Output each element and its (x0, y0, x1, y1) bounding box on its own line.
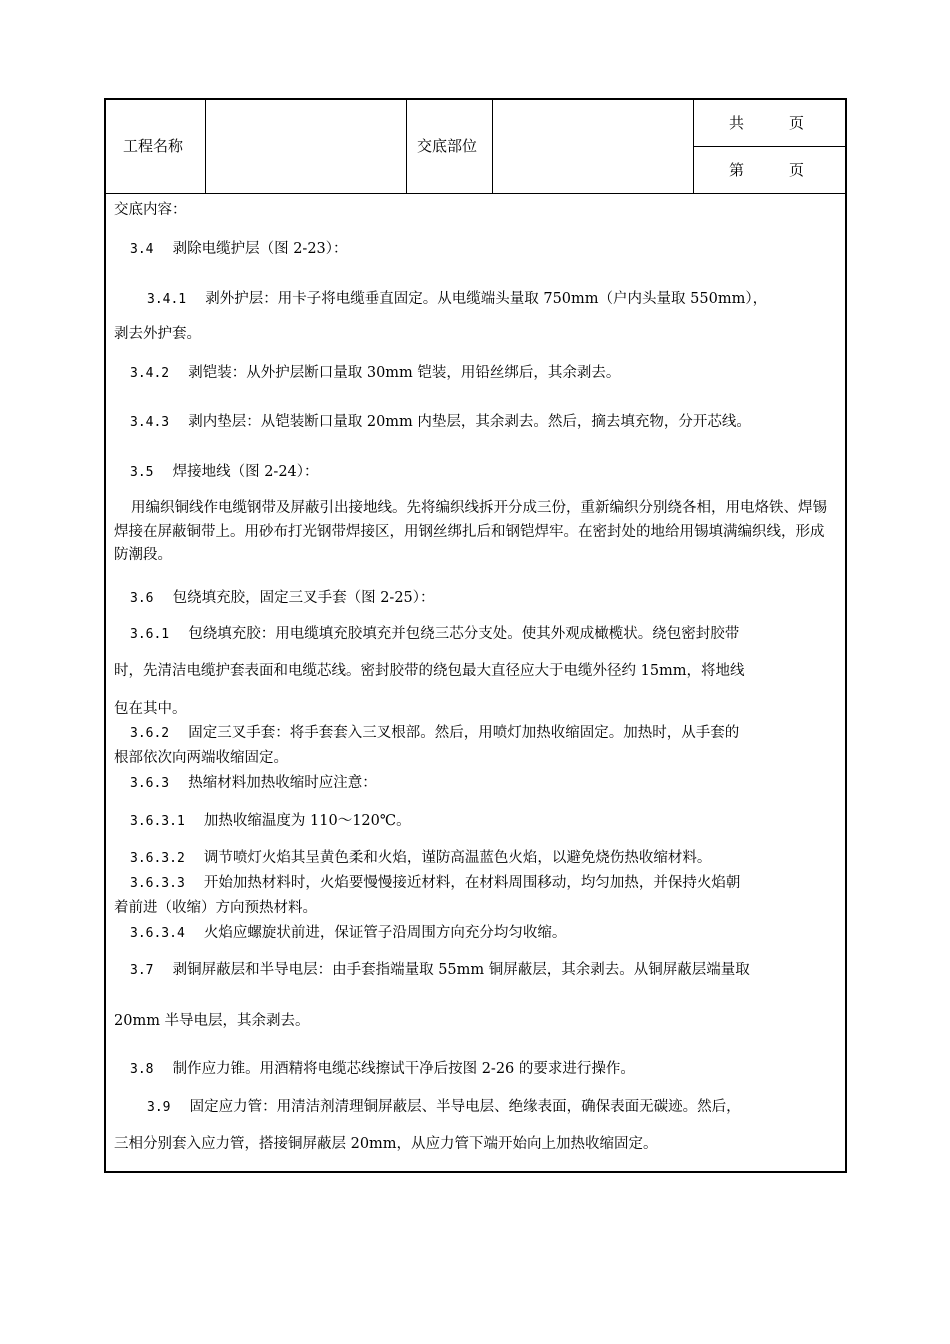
section-text: 包绕填充胶：用电缆填充胶填充并包绕三芯分支处。使其外观成橄榄状。绕包密封胶带 (188, 626, 740, 642)
section-3-6-3-1 (130, 811, 411, 832)
section-3-6-1 (130, 624, 739, 645)
section-3-4 (130, 239, 348, 260)
section-number: 3.6.3.2 (130, 851, 185, 866)
section-number: 3.9 (147, 1100, 171, 1115)
section-3-6-3-3-cont: 着前进（收缩）方向预热材料。 (114, 900, 317, 916)
section-3-5 (130, 462, 319, 483)
section-text: 剥铠装：从外护层断口量取 30mm 铠装，用铅丝绑后，其余剥去。 (188, 365, 621, 381)
section-number: 3.6.2 (130, 726, 170, 741)
divider (492, 100, 493, 193)
section-number: 3.6.1 (130, 627, 170, 642)
section-3-7-cont: 20mm 半导电层，其余剥去。 (114, 1013, 310, 1029)
section-text: 焊接地线（图 2-24）： (172, 464, 319, 480)
section-3-6-2 (130, 723, 739, 744)
section-3-6-1-cont: 包在其中。 (114, 701, 187, 717)
section-3-6-3 (130, 773, 377, 794)
section-3-9 (147, 1097, 741, 1118)
section-3-4-2 (130, 363, 620, 384)
section-number: 3.5 (130, 465, 154, 480)
section-text: 剥内垫层：从铠装断口量取 20mm 内垫层，其余剥去。然后，摘去填充物，分开芯线。 (188, 414, 751, 430)
section-3-4-1-cont: 剥去外护套。 (114, 326, 201, 342)
section-3-6-1-cont: 时，先清洁电缆护套表面和电缆芯线。密封胶带的绕包最大直径应大于电缆外径约 15mm，将地线 (114, 663, 745, 679)
section-3-6-2-cont: 根部依次向两端收缩固定。 (114, 750, 288, 766)
section-number: 3.4.1 (147, 292, 187, 307)
project-name-label: 工程名称 (123, 137, 184, 155)
section-text: 包绕填充胶，固定三叉手套（图 2-25）： (172, 590, 435, 606)
section-3-4-3 (130, 412, 751, 433)
divider (205, 100, 206, 193)
section-text: 加热收缩温度为 110～120℃。 (203, 813, 411, 829)
section-number: 3.6.3.3 (130, 876, 185, 891)
section-text: 开始加热材料时，火焰要慢慢接近材料，在材料周围移动，均匀加热，并保持火焰朝 (203, 875, 741, 891)
section-3-6-3-3 (130, 873, 740, 894)
form-header (106, 100, 845, 194)
section-number: 3.6.3.4 (130, 926, 185, 941)
section-3-6-3-4 (130, 923, 566, 944)
section-number: 3.6.3 (130, 776, 170, 791)
section-number: 3.4.2 (130, 366, 170, 381)
section-number: 3.6 (130, 591, 154, 606)
section-text: 剥铜屏蔽层和半导电层：由手套指端量取 55mm 铜屏蔽层，其余剥去。从铜屏蔽层端量取 (172, 962, 750, 978)
page-number: 第 页 (729, 161, 805, 179)
section-3-8 (130, 1059, 635, 1080)
section-3-7 (130, 960, 750, 981)
section-number: 3.4 (130, 242, 154, 257)
section-number: 3.8 (130, 1062, 154, 1077)
section-text: 剥外护层：用卡子将电缆垂直固定。从电缆端头量取 750mm（户内头量取 550mm）， (205, 291, 768, 307)
section-number: 3.4.3 (130, 415, 170, 430)
section-3-9-cont: 三相分别套入应力管，搭接铜屏蔽层 20mm，从应力管下端开始向上加热收缩固定。 (114, 1136, 658, 1152)
section-3-6 (130, 588, 435, 609)
section-3-4-1 (147, 289, 767, 310)
section-3-6-3-2 (130, 848, 711, 869)
disclosure-part-label: 交底部位 (417, 137, 478, 155)
section-text: 调节喷灯火焰其呈黄色柔和火焰，谨防高温蓝色火焰，以避免烧伤热收缩材料。 (203, 850, 712, 866)
section-text: 热缩材料加热收缩时应注意： (188, 775, 377, 791)
total-pages: 共 页 (729, 114, 805, 132)
intro-label: 交底内容： (114, 202, 187, 218)
section-text: 固定三叉手套：将手套套入三叉根部。然后，用喷灯加热收缩固定。加热时，从手套的 (188, 725, 740, 741)
section-text: 制作应力锥。用酒精将电缆芯线擦试干净后按图 2-26 的要求进行操作。 (172, 1061, 635, 1077)
section-3-5-paragraph: 用编织铜线作电缆钢带及屏蔽引出接地线。先将编织线拆开分成三份，重新编织分别绕各相，用电烙铁、焊锡焊接在屏蔽铜带上。用砂布打光钢带焊接区，用钢丝绑扎后和钢铠焊牢。在密封处的地给用锡填满编织线，形成防潮段。 (114, 500, 827, 563)
section-text: 剥除电缆护层（图 2-23）： (172, 241, 348, 257)
section-number: 3.6.3.1 (130, 814, 185, 829)
section-number: 3.7 (130, 963, 154, 978)
section-text: 火焰应螺旋状前进，保证管子沿周围方向充分均匀收缩。 (203, 925, 567, 941)
divider (406, 100, 407, 193)
divider (693, 146, 845, 147)
section-text: 固定应力管：用清洁剂清理铜屏蔽层、半导电层、绝缘表面，确保表面无碳迹。然后， (189, 1099, 741, 1115)
